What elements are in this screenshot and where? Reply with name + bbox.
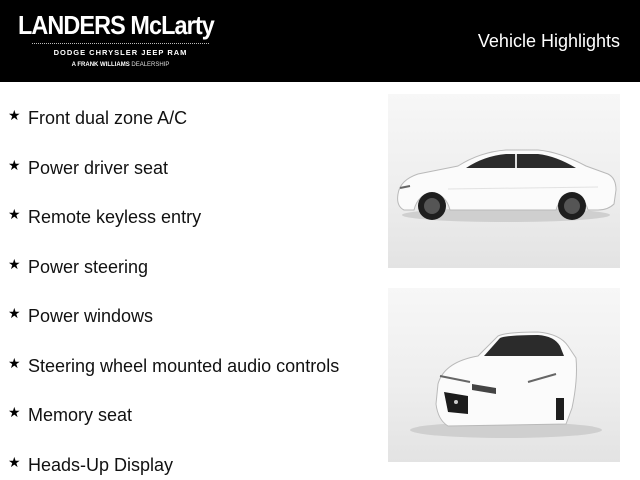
logo-tagline-rest: DEALERSHIP: [129, 62, 170, 68]
feature-label: Power driver seat: [28, 157, 169, 178]
page-title: Vehicle Highlights: [477, 31, 620, 51]
feature-item: [8, 391, 378, 441]
car-side-view-image: [388, 94, 620, 268]
feature-label: Remote keyless entry: [28, 207, 202, 228]
logo-brands: DODGE CHRYSLER JEEP RAM: [53, 48, 188, 57]
logo-divider: [32, 43, 209, 44]
star-icon: ★: [8, 206, 21, 223]
feature-label: Power steering: [28, 256, 149, 277]
dealer-logo: [18, 10, 223, 74]
car-front-view-image: [388, 288, 620, 462]
feature-item: [8, 342, 378, 392]
header: [0, 0, 640, 82]
logo-name: LANDERS McLarty: [18, 10, 214, 40]
feature-item: [8, 292, 378, 342]
feature-item: [8, 144, 378, 194]
star-icon: ★: [8, 255, 21, 272]
logo-tagline-bold: A FRANK WILLIAMS: [71, 62, 130, 68]
feature-item: [8, 441, 378, 480]
feature-item: [8, 243, 378, 293]
feature-label: Memory seat: [28, 405, 133, 426]
star-icon: ★: [8, 354, 21, 371]
vehicle-photo-side[interactable]: [388, 94, 620, 268]
feature-label: Power windows: [28, 306, 154, 327]
star-icon: ★: [8, 404, 21, 421]
feature-label: Steering wheel mounted audio controls: [28, 355, 340, 376]
feature-list: [8, 94, 378, 480]
star-icon: ★: [8, 107, 21, 124]
feature-item: [8, 94, 378, 144]
feature-label: Front dual zone A/C: [28, 108, 188, 129]
feature-label: Heads-Up Display: [28, 454, 174, 475]
star-icon: ★: [8, 156, 21, 173]
star-icon: ★: [8, 453, 21, 470]
vehicle-photo-front[interactable]: [388, 288, 620, 462]
star-icon: ★: [8, 305, 21, 322]
feature-item: [8, 193, 378, 243]
logo-tagline: [18, 62, 223, 68]
